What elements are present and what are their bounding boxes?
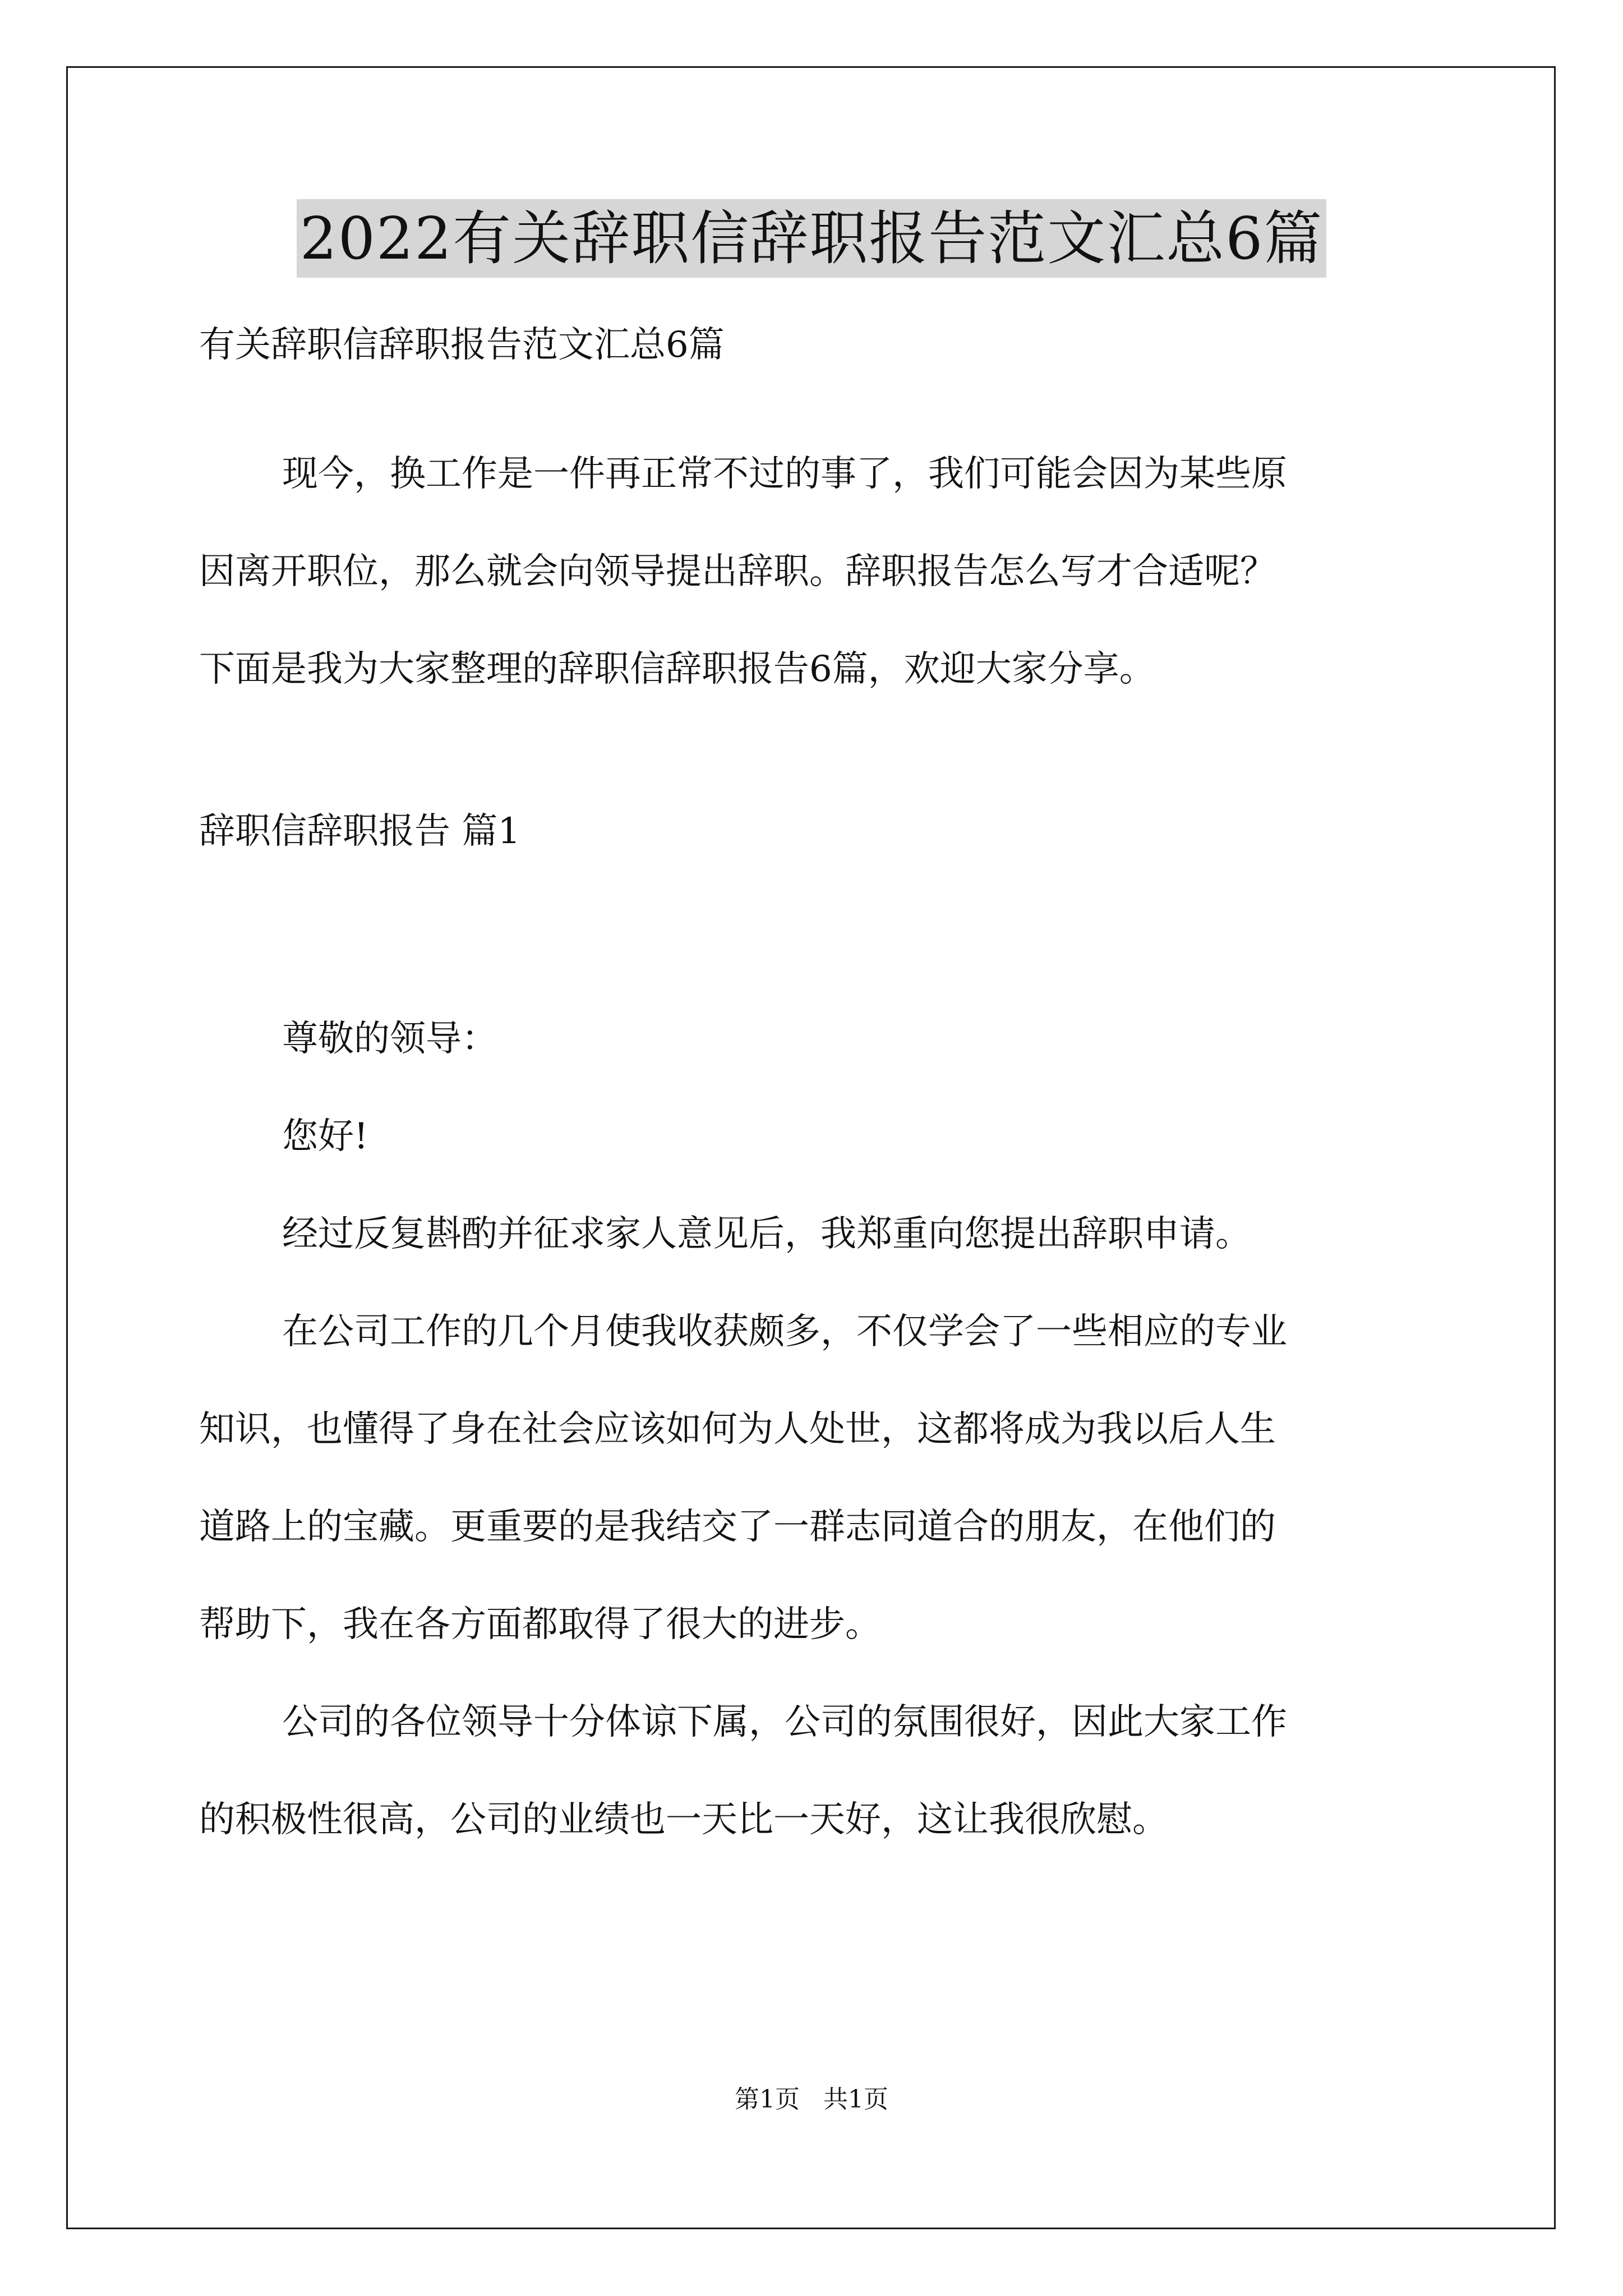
letter-line-1: 经过反复斟酌并征求家人意见后，我郑重向您提出辞职申请。 <box>282 1213 1251 1255</box>
letter-line-2: 在公司工作的几个月使我收获颇多，不仅学会了一些相应的专业 <box>282 1311 1287 1352</box>
title-container <box>0 199 1623 278</box>
letter-greeting: 您好! <box>282 1116 368 1157</box>
intro-line-1: 现今，换工作是一件再正常不过的事了，我们可能会因为某些原 <box>282 453 1287 495</box>
letter-line-3: 知识，也懂得了身在社会应该如何为人处世，这都将成为我以后人生 <box>199 1409 1276 1450</box>
intro-line-2: 因离开职位，那么就会向领导提出辞职。辞职报告怎么写才合适呢？ <box>199 551 1276 592</box>
document-title: 2022有关辞职信辞职报告范文汇总6篇 <box>297 199 1327 278</box>
letter-line-4: 道路上的宝藏。更重要的是我结交了一群志同道合的朋友，在他们的 <box>199 1506 1276 1548</box>
letter-salutation: 尊敬的领导： <box>282 1018 497 1060</box>
letter-line-6: 公司的各位领导十分体谅下属，公司的氛围很好，因此大家工作 <box>282 1701 1287 1743</box>
page-footer <box>0 2079 1623 2115</box>
document-body <box>199 314 1433 1887</box>
document-subtitle: 有关辞职信辞职报告范文汇总6篇 <box>199 324 725 366</box>
page-number: 第1页 <box>735 2085 800 2114</box>
letter-line-5: 帮助下，我在各方面都取得了很大的进步。 <box>199 1604 881 1645</box>
intro-line-3: 下面是我为大家整理的辞职信辞职报告6篇，欢迎大家分享。 <box>199 648 1155 690</box>
page-total: 共1页 <box>823 2085 888 2114</box>
section-heading: 辞职信辞职报告 篇1 <box>199 811 521 852</box>
letter-line-7: 的积极性很高，公司的业绩也一天比一天好，这让我很欣慰。 <box>199 1799 1168 1841</box>
